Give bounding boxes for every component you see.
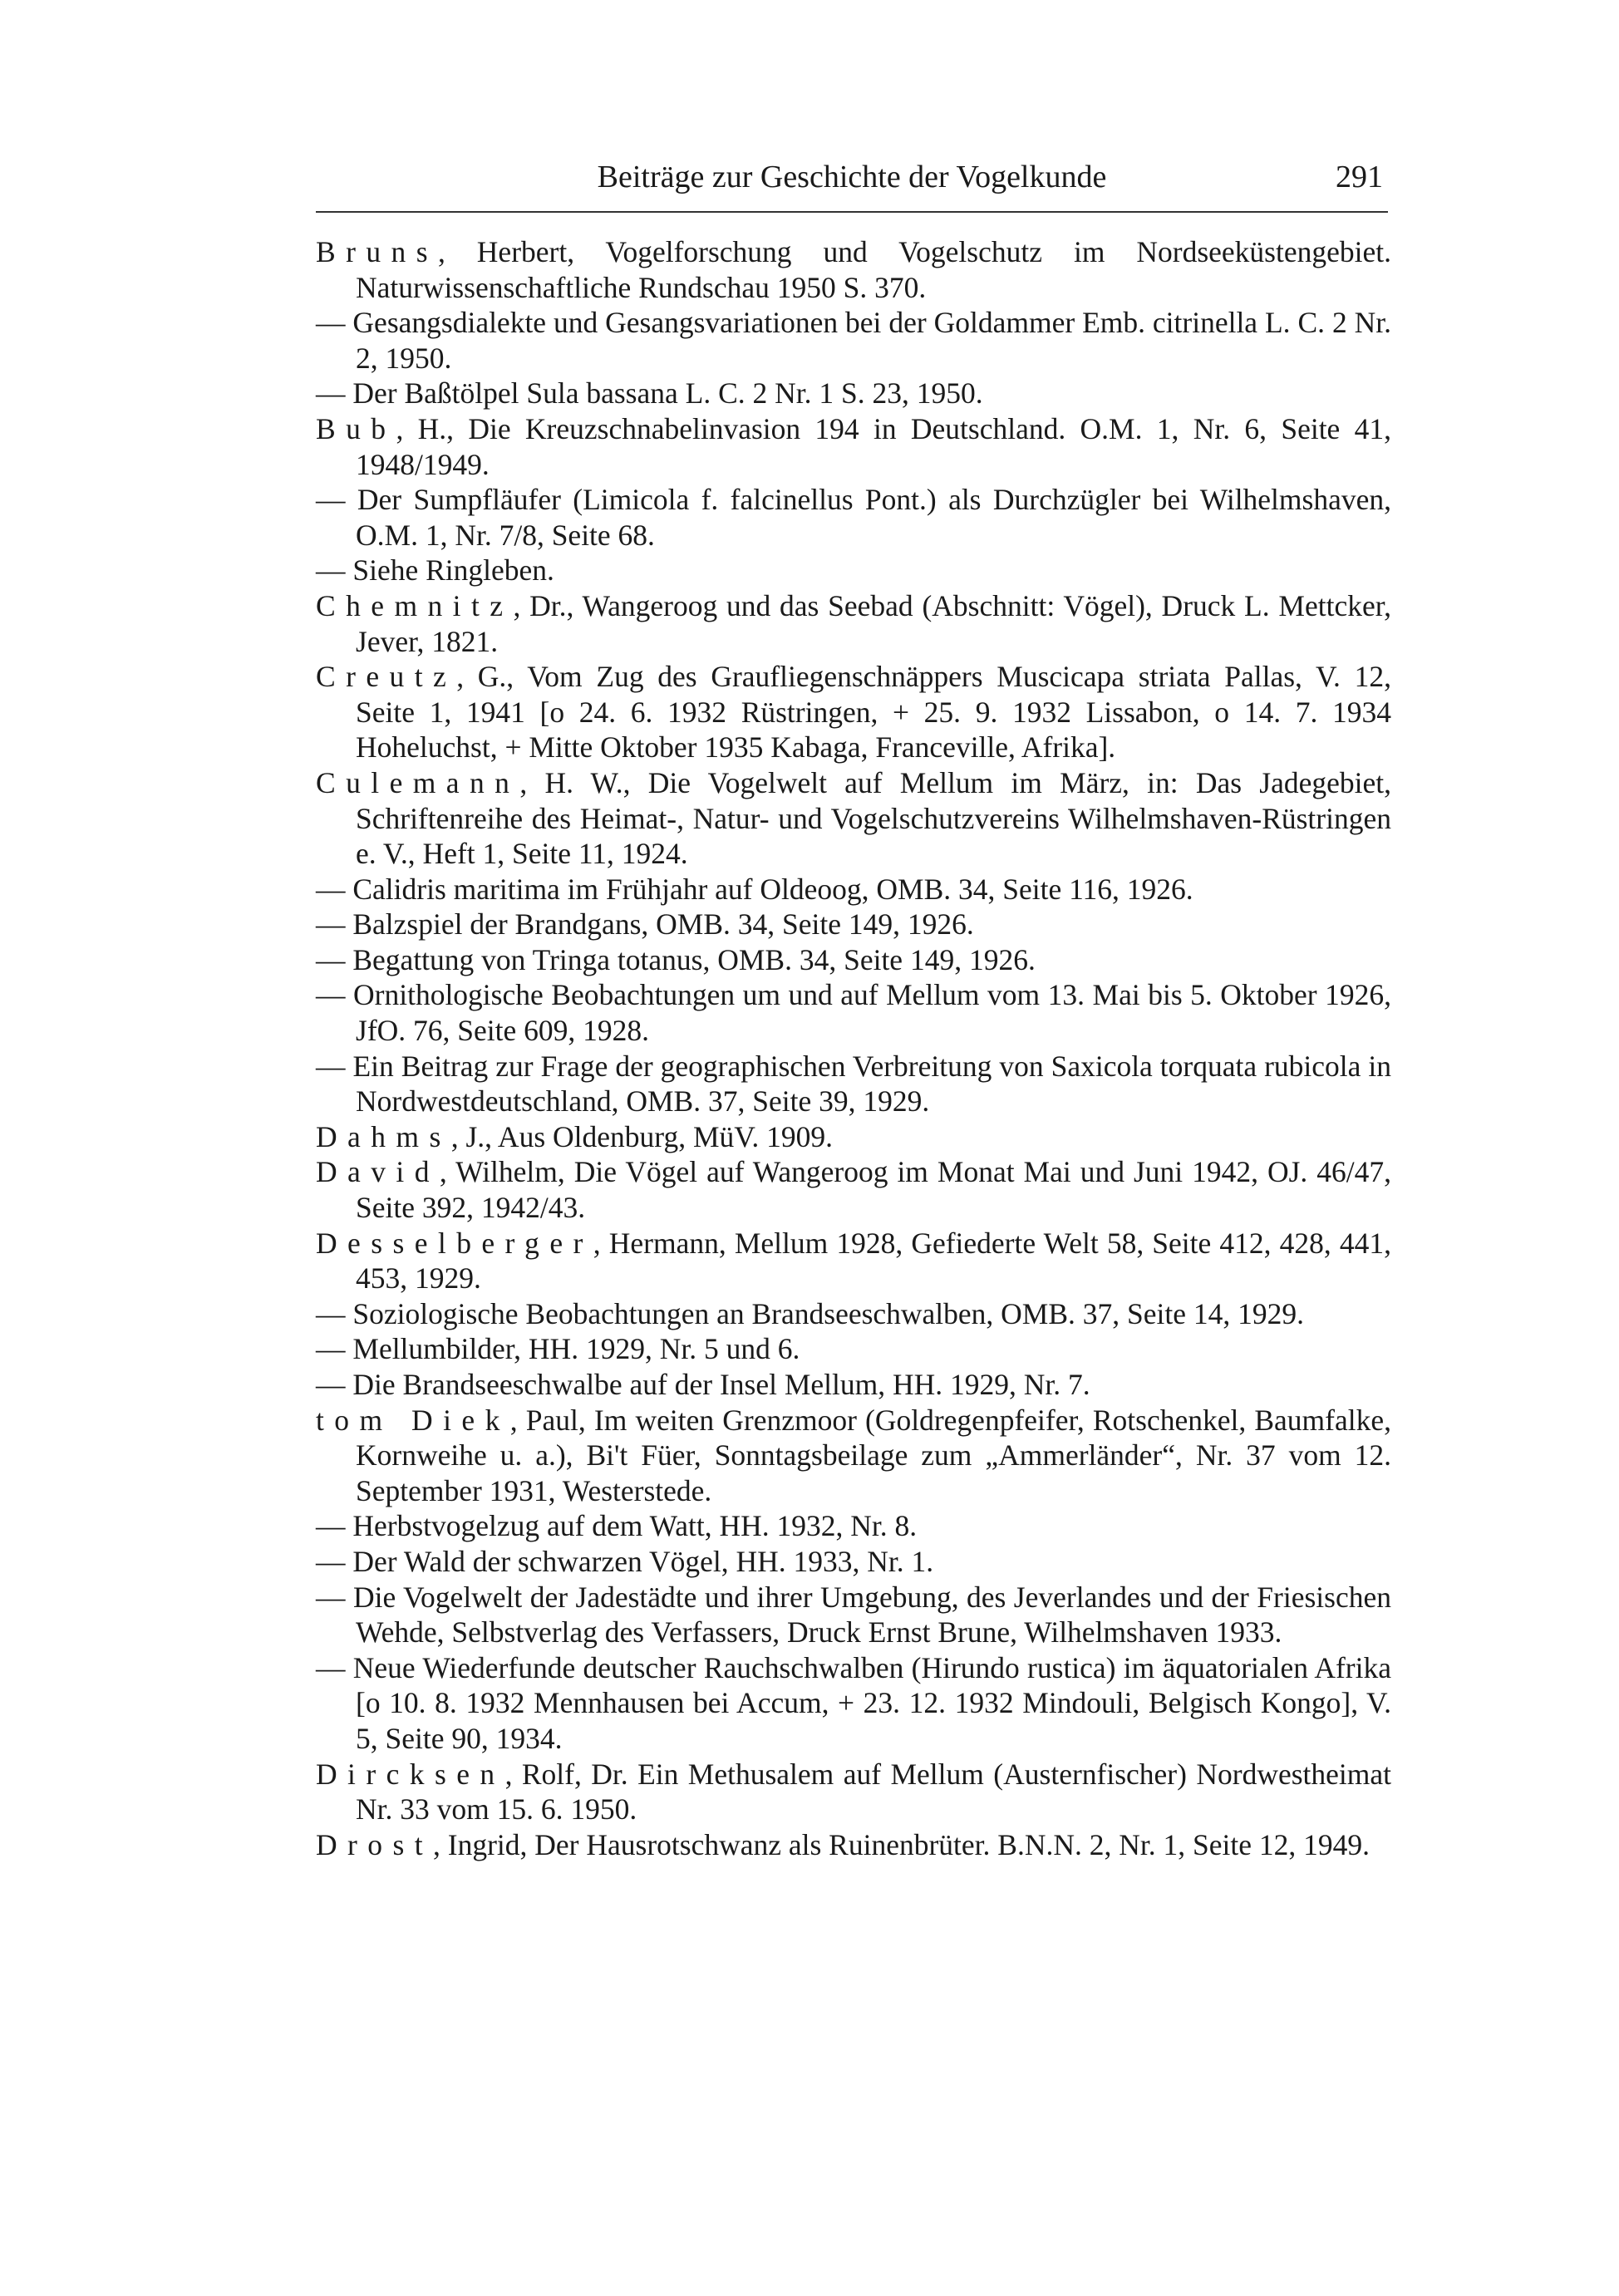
bibliography-entry xyxy=(316,1544,1391,1580)
entry-text: — Der Wald der schwarzen Vögel, HH. 1933, Nr. 1. xyxy=(316,1544,934,1578)
entry-author: David xyxy=(316,1155,440,1189)
entry-text: — Ein Beitrag zur Frage der geographischen Verbreitung von Saxicola torquata rubicola in Nordwestdeutschland, OMB. 37, Seite 39, 1929. xyxy=(316,1049,1391,1119)
entry-author: Drost xyxy=(316,1827,434,1861)
entry-text: — Ornithologische Beobachtungen um und auf Mellum vom 13. Mai bis 5. Oktober 1926, JfO. 76, Seite 609, 1928. xyxy=(316,978,1391,1048)
bibliography-entry xyxy=(316,1226,1391,1296)
entry-text: , H. W., Die Vogelwelt auf Mellum im März, in: Das Jadegebiet, Schriftenreihe des Heimat-, Natur- und Vogelschutzvereins Wilhelmshaven-Rüstringen e. V., Heft 1, Seite 11, 1924. xyxy=(356,765,1391,871)
bibliography-entry xyxy=(316,659,1391,765)
bibliography-entry xyxy=(316,588,1391,659)
entry-text: , H., Die Kreuzschnabelinvasion 194 in Deutschland. O.M. 1, Nr. 6, Seite 41, 1948/1949. xyxy=(356,411,1391,481)
bibliography-entry xyxy=(316,1119,1391,1155)
bibliography-entry xyxy=(316,765,1391,872)
entry-text: , Hermann, Mellum 1928, Gefiederte Welt 58, Seite 412, 428, 441, 453, 1929. xyxy=(356,1226,1391,1295)
entry-text: — Der Sumpfläufer (Limicola f. falcinellus Pont.) als Durchzügler bei Wilhelmshaven, O.M. 1, Nr. 7/8, Seite 68. xyxy=(316,483,1391,552)
entry-text: — Mellumbilder, HH. 1929, Nr. 5 und 6. xyxy=(316,1332,800,1366)
entry-author: Desselberger xyxy=(316,1226,593,1260)
entry-text: — Die Vogelwelt der Jadestädte und ihrer Umgebung, des Jeverlandes und der Friesischen Wehde, Selbstverlag des Verfassers, Druck Ernst Brune, Wilhelmshaven 1933. xyxy=(316,1580,1391,1649)
running-header xyxy=(316,156,1388,206)
running-title: Beiträge zur Geschichte der Vogelkunde xyxy=(597,160,1107,194)
entry-text: , Rolf, Dr. Ein Methusalem auf Mellum (Austernfischer) Nordwestheimat Nr. 33 vom 15. 6. 1950. xyxy=(356,1757,1391,1826)
entry-text: — Balzspiel der Brandgans, OMB. 34, Seite 149, 1926. xyxy=(316,907,974,942)
bibliography-entry xyxy=(316,1331,1391,1367)
entry-text: , Wilhelm, Die Vögel auf Wangeroog im Monat Mai und Juni 1942, OJ. 46/47, Seite 392, 1942/43. xyxy=(356,1155,1391,1225)
bibliography-entry xyxy=(316,1650,1391,1757)
bibliography-entry xyxy=(316,1508,1391,1544)
entry-author: Dircksen xyxy=(316,1757,505,1791)
bibliography-entry xyxy=(316,1049,1391,1119)
bibliography-entry xyxy=(316,1296,1391,1332)
entry-text: , G., Vom Zug des Graufliegenschnäppers Muscicapa striata Pallas, V. 12, Seite 1, 1941 [o 24. 6. 1932 Rüstringen, + 25. 9. 1932 Lissabon, o 14. 7. 1934 Hoheluchst, + Mitte Oktober 1935 Kabaga, Franceville, Afrika]. xyxy=(356,660,1391,765)
entry-text: , J., Aus Oldenburg, MüV. 1909. xyxy=(450,1119,833,1153)
bibliography-entry xyxy=(316,1403,1391,1509)
entry-text: — Neue Wiederfunde deutscher Rauchschwalben (Hirundo rustica) im äquatorialen Afrika [o 10. 8. 1932 Mennhausen bei Accum, + 23. 12. 1932 Mindouli, Belgisch Kongo], V. 5, Seite 90, 1934. xyxy=(316,1650,1391,1755)
entry-text: — Herbstvogelzug auf dem Watt, HH. 1932, Nr. 8. xyxy=(316,1509,918,1543)
bibliography-entry xyxy=(316,872,1391,907)
entry-text: , Herbert, Vogelforschung und Vogelschutz im Nordseeküstengebiet. Naturwissenschaftliche Rundschau 1950 S. 370. xyxy=(356,235,1391,304)
bibliography-entry xyxy=(316,1154,1391,1225)
entry-text: — Gesangsdialekte und Gesangsvariationen bei der Goldammer Emb. citrinella L. C. 2 Nr. 2, 1950. xyxy=(316,306,1391,375)
entry-author: tom Diek xyxy=(316,1403,510,1437)
bibliography-entry xyxy=(316,376,1391,411)
bibliography-list xyxy=(316,234,1391,1862)
bibliography-entry xyxy=(316,907,1391,942)
bibliography-entry xyxy=(316,234,1391,305)
entry-text: — Die Brandseeschwalbe auf der Insel Mellum, HH. 1929, Nr. 7. xyxy=(316,1368,1090,1401)
page-number: 291 xyxy=(1336,160,1383,194)
bibliography-entry xyxy=(316,305,1391,376)
bibliography-entry xyxy=(316,942,1391,978)
entry-author: Creutz xyxy=(316,660,457,694)
header-rule xyxy=(316,211,1388,213)
bibliography-entry xyxy=(316,1580,1391,1650)
bibliography-entry xyxy=(316,1367,1391,1403)
entry-text: , Dr., Wangeroog und das Seebad (Abschnitt: Vögel), Druck L. Mettcker, Jever, 1821. xyxy=(356,588,1391,658)
entry-author: Bruns xyxy=(316,235,438,268)
entry-text: — Calidris maritima im Frühjahr auf Oldeoog, OMB. 34, Seite 116, 1926. xyxy=(316,872,1193,906)
entry-author: Dahms xyxy=(316,1119,451,1153)
bibliography-entry xyxy=(316,1827,1391,1863)
bibliography-entry xyxy=(316,1757,1391,1827)
bibliography-entry xyxy=(316,411,1391,482)
entry-author: Bub xyxy=(316,411,396,445)
entry-text: — Begattung von Tringa totanus, OMB. 34, Seite 149, 1926. xyxy=(316,942,1036,976)
entry-author: Chemnitz xyxy=(316,588,514,622)
bibliography-entry xyxy=(316,482,1391,553)
entry-text: — Soziologische Beobachtungen an Brandseeschwalben, OMB. 37, Seite 14, 1929. xyxy=(316,1296,1305,1330)
entry-author: Culemann xyxy=(316,765,520,799)
entry-text: — Der Baßtölpel Sula bassana L. C. 2 Nr. 1 S. 23, 1950. xyxy=(316,376,983,411)
entry-text: , Paul, Im weiten Grenzmoor (Goldregenpfeifer, Rotschenkel, Baumfalke, Kornweihe u. a.), Bi't Füer, Sonntagsbeilage zum „Ammerländer“, Nr. 37 vom 12. September 1931, Westerstede. xyxy=(356,1403,1391,1507)
entry-text: , Ingrid, Der Hausrotschwanz als Ruinenbrüter. B.N.N. 2, Nr. 1, Seite 12, 1949. xyxy=(433,1827,1370,1861)
bibliography-entry xyxy=(316,553,1391,588)
entry-text: — Siehe Ringleben. xyxy=(316,553,554,588)
bibliography-entry xyxy=(316,977,1391,1048)
